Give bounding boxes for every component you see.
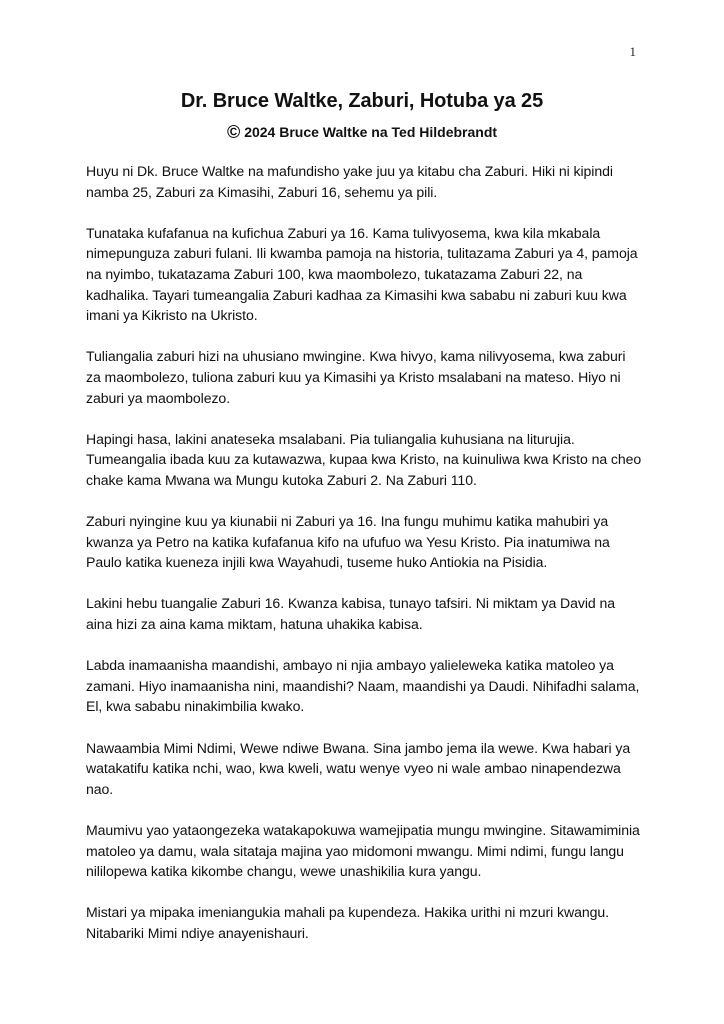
paragraph: Tunataka kufafanua na kufichua Zaburi ya 16. Kama tulivyosema, kwa kila mkabala nimepunguza zaburi fulani. Ili kwamba pamoja na historia, tulitazama Zaburi ya 4, pamoja na nyimbo, tukatazama Zaburi 100, kwa maombolezo, tukatazama Zaburi 22, na kadhalika. Tayari tumeangalia Zaburi kadhaa za Kimasihi kwa sababu ni zaburi kuu kwa imani ya Kikristo na Ukristo. [86,224,638,324]
paragraph: Hapingi hasa, lakini anateseka msalabani. Pia tuliangalia kuhusiana na liturujia. Tumeangalia ibada kuu za kutawazwa, kupaa kwa Kristo, na kuinuliwa kwa Kristo na cheo chake kama Mwana wa Mungu kutoka Zaburi 2. Na Zaburi 110. [86,430,642,488]
paragraph: Zaburi nyingine kuu ya kiunabii ni Zaburi ya 16. Ina fungu muhimu katika mahubiri ya kwanza ya Petro na katika kufafanua kifo na ufufuo wa Yesu Kristo. Pia inatumiwa na Paulo katika kueneza injili kwa Wayahudi, tuseme huko Antiokia na Pisidia. [86,513,610,571]
copyright-line [0,122,724,143]
document-title: Dr. Bruce Waltke, Zaburi, Hotuba ya 25 [180,90,544,112]
document-body [86,161,642,964]
paragraph: Huyu ni Dk. Bruce Waltke na mafundisho yake juu ya kitabu cha Zaburi. Hiki ni kipindi namba 25, Zaburi za Kimasihi, Zaburi 16, sehemu ya pili. [86,163,613,200]
copyright-icon: © [226,122,241,142]
paragraph: Maumivu yao yataongezeka watakapokuwa wamejipatia mungu mwingine. Sitawamiminia matoleo ya damu, wala sitataja majina yao midomoni mwangu. Mimi ndimi, fungu langu nililopewa katika kikombe changu, wewe unashikilia kura yangu. [86,822,640,880]
paragraph: Mistari ya mipaka imeniangukia mahali pa kupendeza. Hakika urithi ni mzuri kwangu. Nitabariki Mimi ndiye anayenishauri. [86,904,609,941]
paragraph: Labda inamaanisha maandishi, ambayo ni njia ambayo yalieleweka katika matoleo ya zamani. Hiyo inamaanisha nini, maandishi? Naam, maandishi ya Daudi. Nihifadhi salama, El, kwa sababu ninakimbilia kwako. [86,657,640,715]
paragraph: Nawaambia Mimi Ndimi, Wewe ndiwe Bwana. Sina jambo jema ila wewe. Kwa habari ya watakatifu katika nchi, wao, kwa kweli, watu wenye vyeo ni wale ambao ninapendezwa nao. [86,739,631,797]
paragraph: Lakini hebu tuangalie Zaburi 16. Kwanza kabisa, tunayo tafsiri. Ni miktam ya David na aina hizi za aina kama miktam, hatuna uhakika kabisa. [86,595,616,633]
paragraph: Tuliangalia zaburi hizi na uhusiano mwingine. Kwa hivyo, kama nilivyosema, kwa zaburi za maombolezo, tuliona zaburi kuu ya Kimasihi ya Kristo msalabani na mateso. Hiyo ni zaburi ya maombolezo. [86,348,626,406]
page-number: 1 [629,44,636,59]
copyright-text: 2024 Bruce Waltke na Ted Hildebrandt [244,124,498,140]
